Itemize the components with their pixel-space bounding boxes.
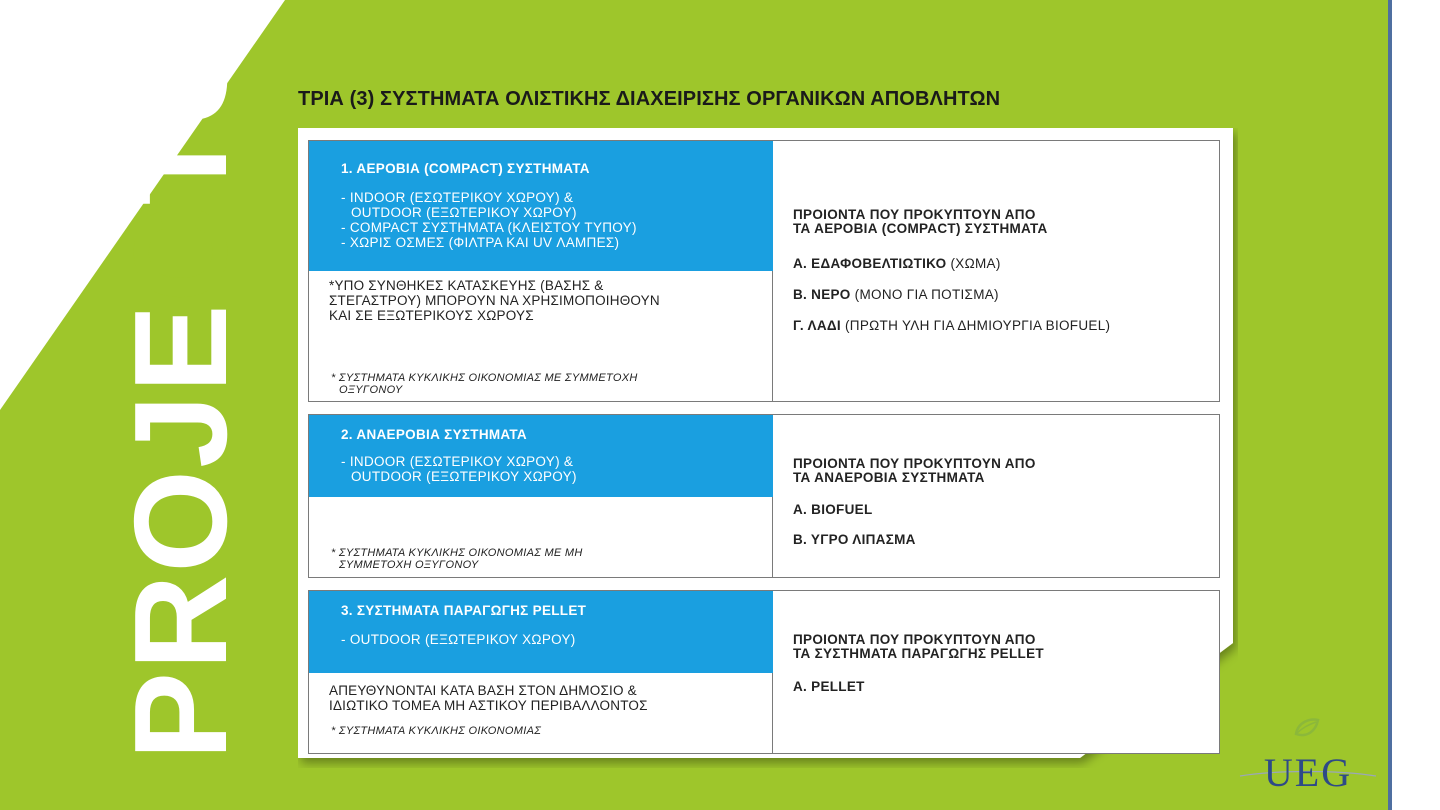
system-footnote [331, 725, 541, 737]
system-bullets [341, 454, 773, 484]
bullet-line: - OUTDOOR (ΕΞΩΤΕΡΙΚΟΥ ΧΩΡΟΥ) [341, 632, 576, 647]
right-frame-bar [1388, 0, 1440, 810]
product-item [793, 256, 1001, 271]
footnote-line: * ΣΥΣΤΗΜΑΤΑ ΚΥΚΛΙΚΗΣ ΟΙΚΟΝΟΜΙΑΣ ΜΕ ΜΗ [331, 547, 583, 559]
system-bullets [341, 632, 773, 647]
bullet-line: - INDOOR (ΕΣΩΤΕΡΙΚΟΥ ΧΩΡΟΥ) & [341, 454, 574, 469]
product-detail: (ΧΩΜΑ) [946, 256, 1001, 271]
note-line: *ΥΠΟ ΣΥΝΘΗΚΕΣ ΚΑΤΑΣΚΕΥΗΣ (ΒΑΣΗΣ & [329, 278, 604, 293]
system-block-aerobic [308, 140, 1220, 402]
products-title [793, 457, 1036, 485]
system-block-anaerobic [308, 414, 1220, 578]
ueg-logo [1238, 716, 1378, 796]
product-name: Β. ΥΓΡΟ ΛΙΠΑΣΜΑ [793, 532, 916, 547]
product-item [793, 532, 916, 547]
products-title-line: ΤΑ ΣΥΣΤΗΜΑΤΑ ΠΑΡΑΓΩΓΗΣ PELLET [793, 646, 1044, 661]
products-title [793, 208, 1048, 236]
note-line: ΣΤΕΓΑΣΤΡΟΥ) ΜΠΟΡΟΥΝ ΝΑ ΧΡΗΣΙΜΟΠΟΙΗΘΟΥΝ [329, 293, 660, 308]
note-line: ΙΔΙΩΤΙΚΟ ΤΟΜΕΑ ΜΗ ΑΣΤΙΚΟΥ ΠΕΡΙΒΑΛΛΟΝΤΟΣ [329, 698, 648, 713]
system-title: 3. ΣΥΣΤΗΜΑΤΑ ΠΑΡΑΓΩΓΗΣ PELLET [341, 603, 587, 618]
footnote-line: ΟΞΥΓΟΝΟΥ [339, 384, 403, 396]
products-title-line: ΤΑ ΑΕΡΟΒΙΑ (COMPACT) ΣΥΣΤΗΜΑΤΑ [793, 221, 1048, 236]
system-footnote [331, 547, 583, 571]
systems-card [298, 128, 1238, 768]
footnote-line: ΣΥΜΜΕΤΟΧΗ ΟΞΥΓΟΝΟΥ [339, 559, 479, 571]
system-note [329, 278, 660, 323]
slide-heading: ΤΡΙΑ (3) ΣΥΣΤΗΜΑΤΑ ΟΛΙΣΤΙΚΗΣ ΔΙΑΧΕΙΡΙΣΗΣ ΟΡΓΑΝΙΚΩΝ ΑΠΟΒΛΗΤΩΝ [298, 88, 1001, 110]
system-note [329, 683, 648, 713]
system-block-pellet [308, 590, 1220, 754]
system-footnote [331, 372, 638, 396]
system-header-pellet [309, 591, 773, 673]
product-detail: (ΠΡΩΤΗ ΥΛΗ ΓΙΑ ΔΗΜΙΟΥΡΓΙΑ BIOFUEL) [840, 318, 1111, 333]
system-title: 1. ΑΕΡΟΒΙΑ (COMPACT) ΣΥΣΤΗΜΑΤΑ [341, 161, 590, 176]
product-name: Α. ΕΔΑΦΟΒΕΛΤΙΩΤΙΚΟ [793, 256, 947, 271]
footnote-line: * ΣΥΣΤΗΜΑΤΑ ΚΥΚΛΙΚΗΣ ΟΙΚΟΝΟΜΙΑΣ [331, 725, 542, 737]
bullet-line: OUTDOOR (ΕΞΩΤΕΡΙΚΟΥ ΧΩΡΟΥ) [351, 205, 577, 220]
bullet-line: OUTDOOR (ΕΞΩΤΕΡΙΚΟΥ ΧΩΡΟΥ) [351, 469, 577, 484]
product-item [793, 287, 999, 302]
product-name: Α. BIOFUEL [793, 502, 873, 517]
title-accent-letter: C [107, 205, 254, 303]
system-title: 2. ΑΝΑΕΡΟΒΙΑ ΣΥΣΤΗΜΑΤΑ [341, 427, 527, 442]
bullet-line: - COMPACT ΣΥΣΤΗΜΑΤΑ (ΚΛΕΙΣΤΟΥ ΤΥΠΟΥ) [341, 220, 637, 235]
title-prefix: PROJE [107, 302, 254, 760]
vertical-projects-title [107, 32, 254, 760]
products-title-line: ΠΡΟΙΟΝΤΑ ΠΟΥ ΠΡΟΚΥΠΤΟΥΝ ΑΠΟ [793, 632, 1036, 647]
products-title-line: ΠΡΟΙΟΝΤΑ ΠΟΥ ΠΡΟΚΥΠΤΟΥΝ ΑΠΟ [793, 456, 1036, 471]
product-name: Α. PELLET [793, 679, 865, 694]
note-line: ΚΑΙ ΣΕ ΕΞΩΤΕΡΙΚΟΥΣ ΧΩΡΟΥΣ [329, 308, 534, 323]
system-header-anaerobic [309, 415, 773, 497]
system-bullets [341, 190, 773, 250]
product-name: Γ. ΛΑΔΙ [793, 318, 841, 333]
products-title-line: ΠΡΟΙΟΝΤΑ ΠΟΥ ΠΡΟΚΥΠΤΟΥΝ ΑΠΟ [793, 207, 1036, 222]
logo-text: UEG [1263, 750, 1353, 795]
bullet-line: - INDOOR (ΕΣΩΤΕΡΙΚΟΥ ΧΩΡΟΥ) & [341, 190, 574, 205]
system-header-aerobic [309, 141, 773, 271]
product-item [793, 679, 865, 694]
product-item [793, 502, 873, 517]
leaf-icon [1296, 720, 1318, 736]
products-title-line: ΤΑ ΑΝΑΕΡΟΒΙΑ ΣΥΣΤΗΜΑΤΑ [793, 470, 985, 485]
title-suffix: TS [107, 32, 254, 206]
product-item [793, 318, 1110, 333]
bullet-line: - ΧΩΡΙΣ ΟΣΜΕΣ (ΦΙΛΤΡΑ ΚΑΙ UV ΛΑΜΠΕΣ) [341, 235, 620, 250]
note-line: ΑΠΕΥΘΥΝΟΝΤΑΙ ΚΑΤΑ ΒΑΣΗ ΣΤΟΝ ΔΗΜΟΣΙΟ & [329, 683, 637, 698]
product-detail: (ΜΟΝΟ ΓΙΑ ΠΟΤΙΣΜΑ) [850, 287, 999, 302]
product-name: Β. ΝΕΡΟ [793, 287, 851, 302]
products-title [793, 633, 1044, 661]
footnote-line: * ΣΥΣΤΗΜΑΤΑ ΚΥΚΛΙΚΗΣ ΟΙΚΟΝΟΜΙΑΣ ΜΕ ΣΥΜΜΕΤΟΧΗ [331, 372, 638, 384]
